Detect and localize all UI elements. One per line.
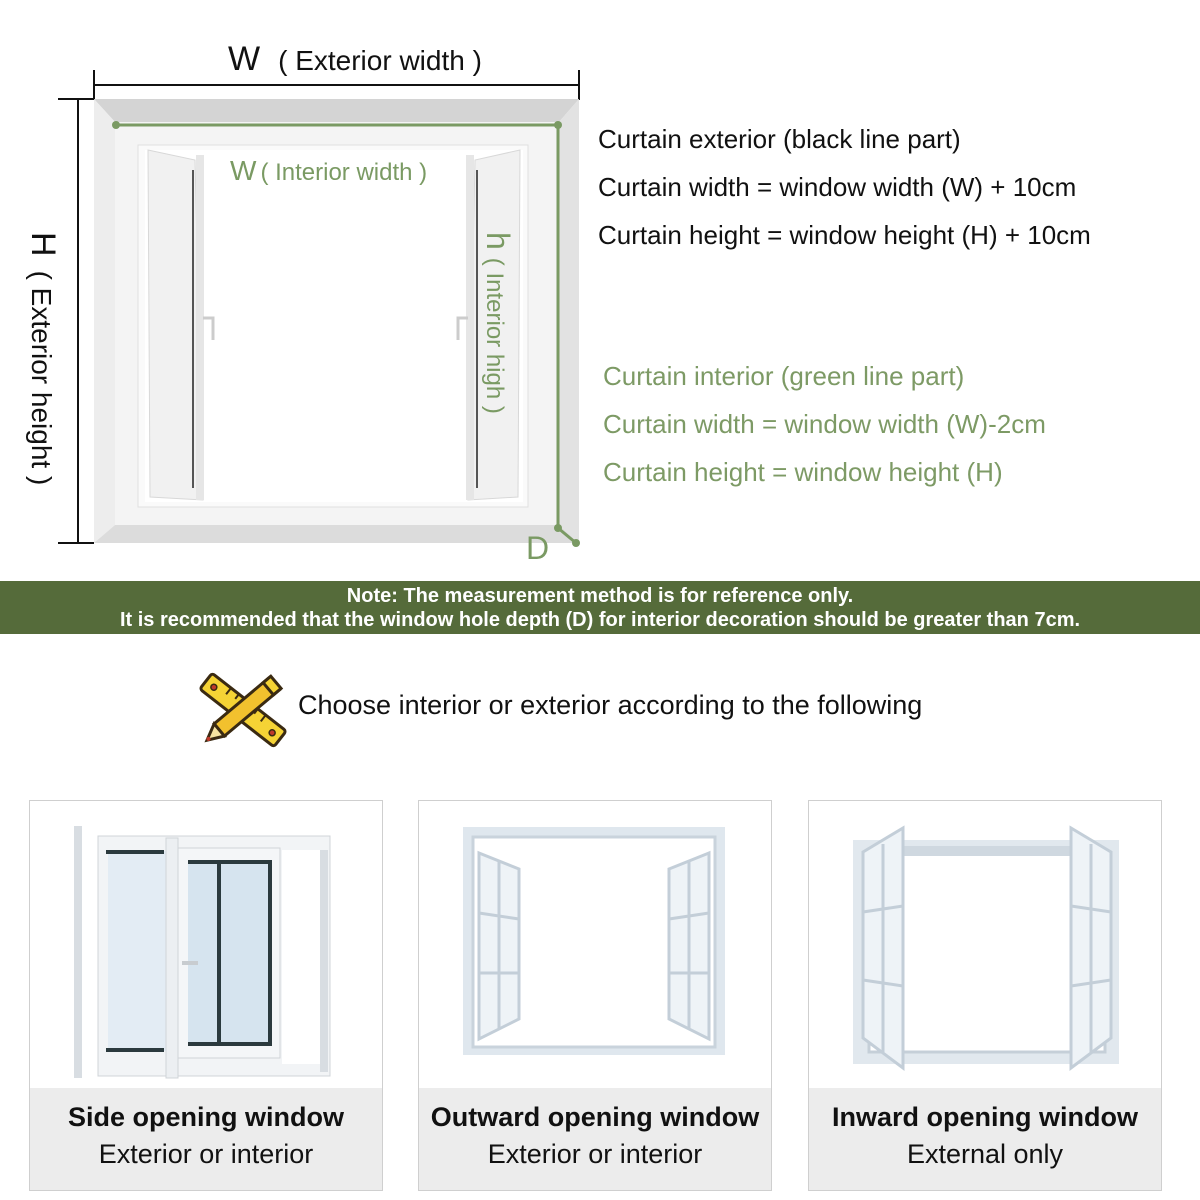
exterior-width-text: ( Exterior width ) (278, 45, 482, 76)
card-subtitle: Exterior or interior (487, 1139, 703, 1169)
exterior-width-symbol: W (228, 40, 261, 78)
exterior-height-symbol: H (24, 232, 62, 257)
card-title: Outward opening window (430, 1102, 760, 1132)
interior-height-symbol: h (480, 232, 516, 250)
card-caption (30, 1088, 382, 1190)
exterior-height-label (23, 232, 62, 485)
card-subtitle: Exterior or interior (98, 1139, 314, 1169)
card-title: Inward opening window (832, 1102, 1138, 1132)
note-banner (0, 581, 1200, 634)
sliding-window-image (70, 816, 350, 1086)
ruler-pencil-icon (192, 668, 294, 752)
card-caption (419, 1088, 771, 1190)
exterior-rules (598, 115, 1091, 259)
interior-width-text: ( Interior width ) (260, 159, 428, 186)
exterior-height-text: ( Exterior height ) (26, 270, 57, 486)
window-type-card-outward (418, 800, 772, 1191)
choose-instruction: Choose interior or exterior according to the following (298, 690, 923, 720)
interior-rules-title: Curtain interior (green line part) (603, 361, 965, 391)
interior-height-label (479, 232, 516, 414)
note-line-1: Note: The measurement method is for reference only. (346, 585, 854, 607)
card-title: Side opening window (68, 1102, 344, 1132)
interior-width-symbol: W (230, 155, 257, 186)
window-type-card-side (29, 800, 383, 1191)
card-caption (809, 1088, 1161, 1190)
inward-window-image (849, 816, 1119, 1076)
exterior-width-label (228, 40, 482, 79)
outward-window-image (459, 823, 729, 1063)
interior-width-rule: Curtain width = window width (W)-2cm (603, 409, 1046, 439)
exterior-width-rule: Curtain width = window width (W) + 10cm (598, 172, 1077, 202)
interior-height-text: ( Interior high ) (481, 257, 508, 414)
interior-rules (603, 352, 1046, 496)
note-line-2: It is recommended that the window hole depth (D) for interior decoration should be greater than 7cm. (119, 609, 1081, 631)
exterior-rules-title: Curtain exterior (black line part) (598, 124, 961, 154)
card-subtitle: External only (906, 1139, 1064, 1169)
interior-height-rule: Curtain height = window height (H) (603, 457, 1003, 487)
interior-width-label (230, 155, 427, 187)
window-type-card-inward (808, 800, 1162, 1191)
depth-label: D (526, 530, 550, 566)
exterior-height-rule: Curtain height = window height (H) + 10cm (598, 220, 1091, 250)
